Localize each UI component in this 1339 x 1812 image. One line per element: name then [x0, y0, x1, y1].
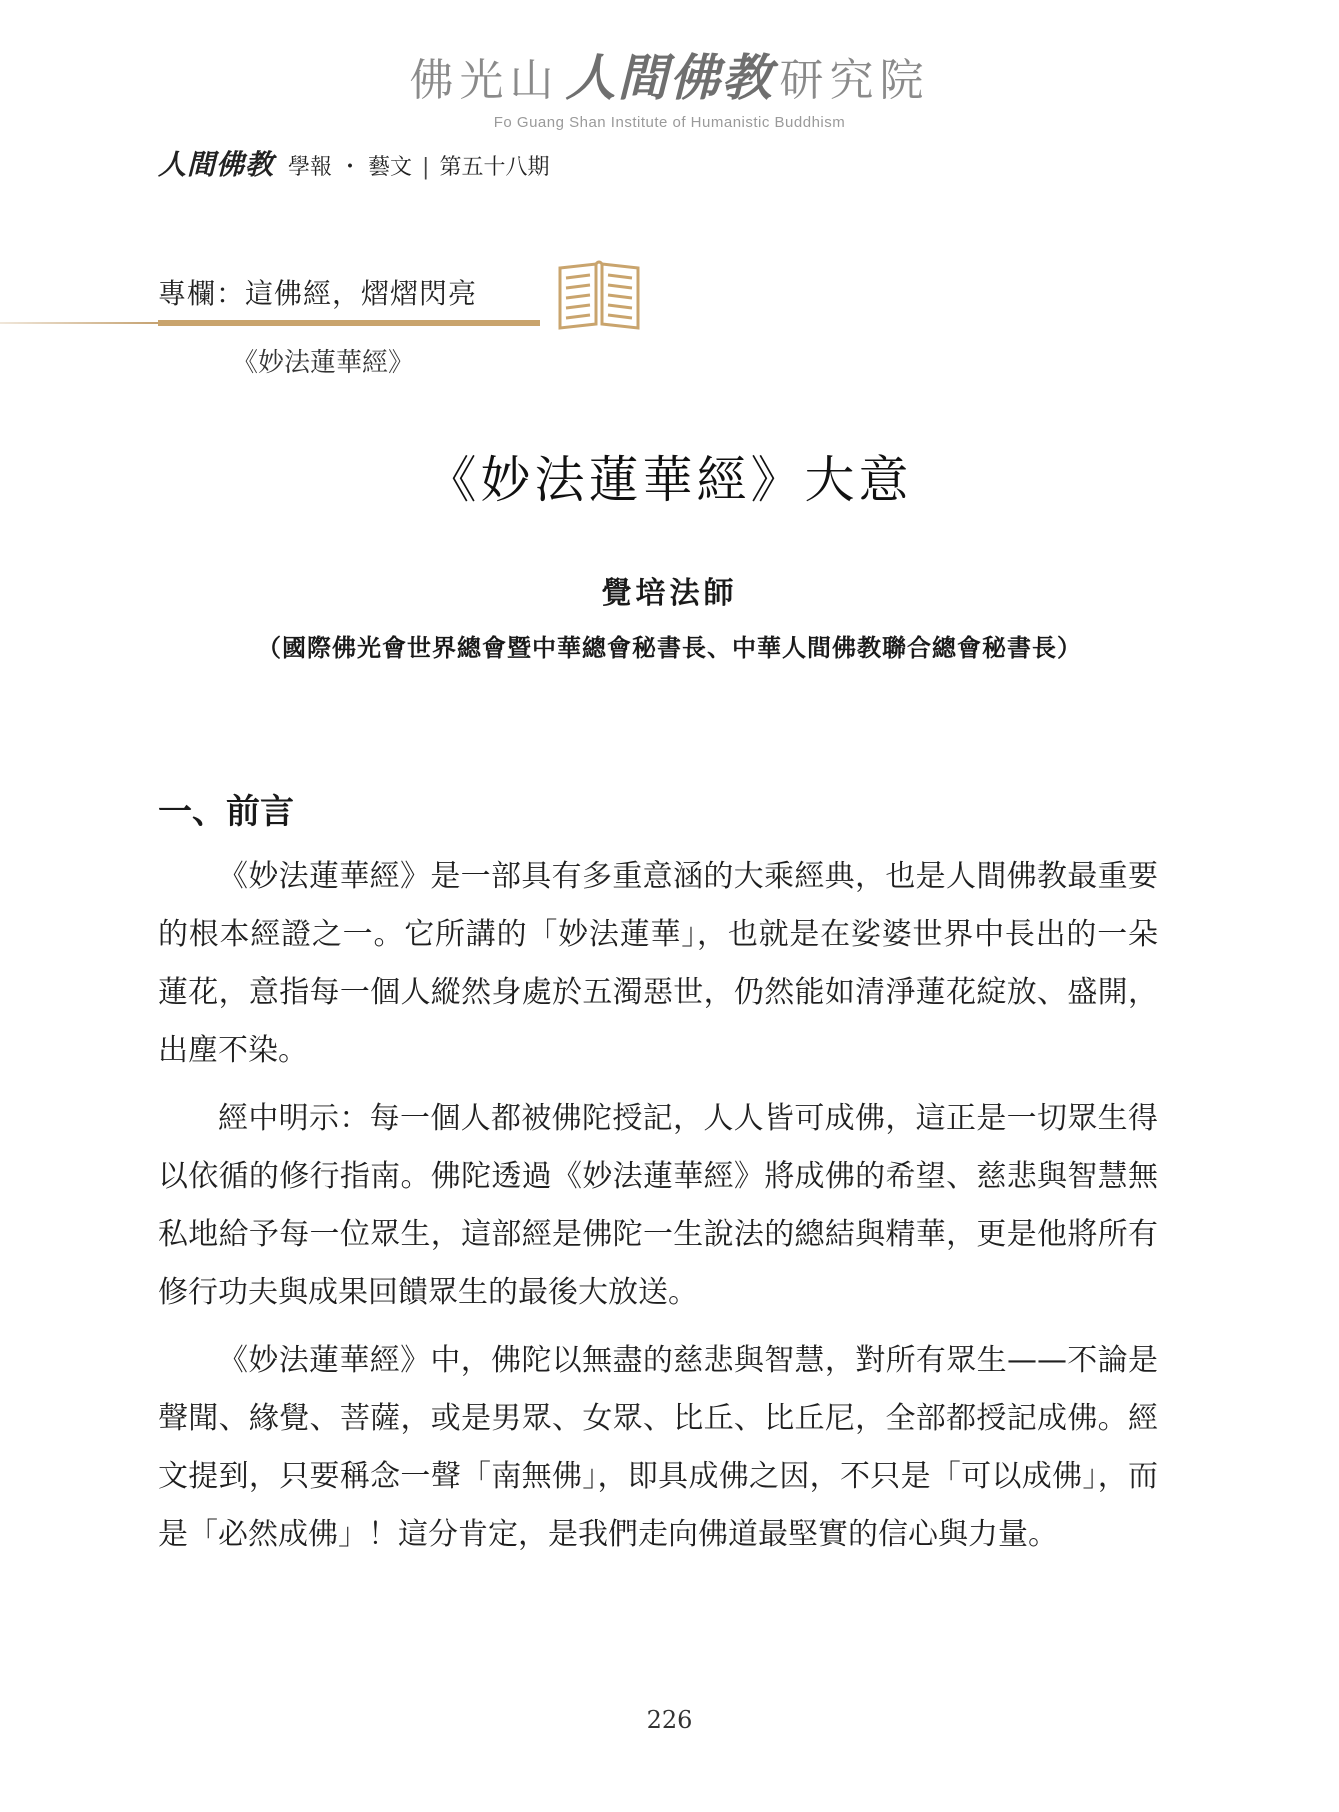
institute-header	[0, 38, 1339, 131]
column-title: 專欄：這佛經，熠熠閃亮	[158, 277, 478, 310]
body-paragraph: 《妙法蓮華經》是一部具有多重意涵的大乘經典，也是人間佛教最重要的根本經證之一。它所講的「妙法蓮華」，也就是在娑婆世界中長出的一朵蓮花，意指每一個人縱然身處於五濁惡世，仍然能如清淨蓮花綻放、盛開，出塵不染。	[158, 859, 1158, 1068]
section-heading: 一、前言	[158, 792, 294, 832]
article-title: 《妙法蓮華經》大意	[426, 451, 913, 509]
institute-name-en: Fo Guang Shan Institute of Humanistic Buddhism	[493, 114, 846, 131]
journal-running-head	[158, 143, 549, 183]
body-paragraph: 《妙法蓮華經》中，佛陀以無盡的慈悲與智慧，對所有眾生——不論是聲聞、緣覺、菩薩，或是男眾、女眾、比丘、比丘尼，全部都授記成佛。經文提到，只要稱念一聲「南無佛」，即具成佛之因，不只是「可以成佛」，而是「必然成佛」！這分肯定，是我們走向佛道最堅實的信心與力量。	[158, 1343, 1158, 1552]
author-affiliation: （國際佛光會世界總會暨中華總會秘書長、中華人間佛教聯合總會秘書長）	[257, 633, 1082, 662]
page-number: 226	[646, 1706, 693, 1734]
journal-separator: |	[422, 155, 430, 180]
column-sub-label: 《妙法蓮華經》	[232, 348, 415, 378]
journal-issue: 第五十八期	[439, 155, 550, 180]
open-book-icon	[556, 258, 642, 332]
institute-suffix: 研究院	[779, 55, 930, 106]
institute-name-cn	[0, 38, 1339, 110]
journal-brand-logo: 人間佛教	[158, 148, 275, 181]
body-paragraph: 經中明示：每一個人都被佛陀授記，人人皆可成佛，這正是一切眾生得以依循的修行指南。佛陀透過《妙法蓮華經》將成佛的希望、慈悲與智慧無私地給予每一位眾生，這部經是佛陀一生說法的總結與精華，更是他將所有修行功夫與成果回饋眾生的最後大放送。	[158, 1101, 1158, 1310]
article-body	[158, 848, 1158, 1574]
column-underline-accent	[158, 320, 540, 326]
journal-section: 學報 ・ 藝文	[288, 155, 413, 180]
institute-prefix: 佛光山	[409, 55, 560, 106]
article-author: 覺培法師	[601, 576, 738, 611]
institute-brand-logo: 人間佛教	[565, 49, 774, 107]
